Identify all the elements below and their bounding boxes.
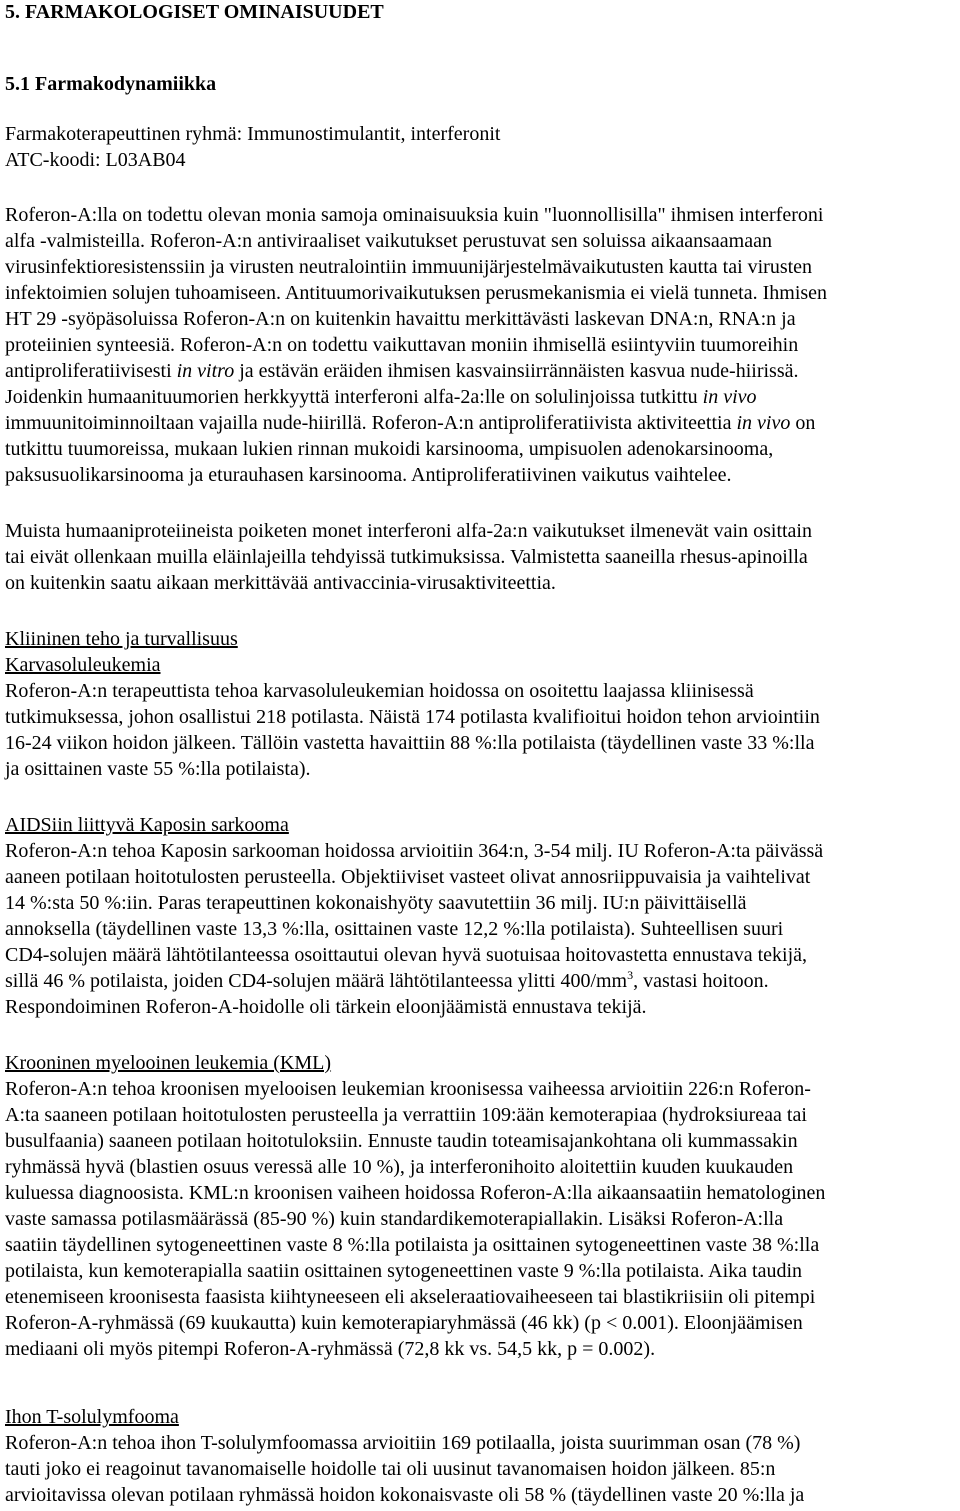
atc-code: ATC-koodi: L03AB04 xyxy=(5,149,186,171)
paragraph-line: virusinfektioresistenssiin ja virusten neutralointiin immuunijärjestelmävaikutusten kautta tai virusten xyxy=(5,256,813,278)
text-segment: antiproliferatiivisesti xyxy=(5,360,177,382)
paragraph-line: infektoimien solujen tuhoamiseen. Antituumorivaikutuksen perusmekanismia ei vielä tunneta. Ihmisen xyxy=(5,282,828,304)
subsection-title: 5.1 Farmakodynamiikka xyxy=(5,73,217,95)
paragraph-line: tutkittu tuumoreissa, mukaan lukien rinnan mukoidi karsinooma, umpisuolen adenokarsinooma, xyxy=(5,438,774,460)
paragraph-line: on kuitenkin saatu aikaan merkittävää antivaccinia-virusaktiviteettia. xyxy=(5,572,556,594)
italic-term: in vitro xyxy=(176,360,235,382)
paragraph-line: paksusuolikarsinooma ja eturauhasen karsinooma. Antiproliferatiivinen vaikutus vaihtelee. xyxy=(5,464,732,486)
paragraph-line: HT 29 -syöpäsoluissa Roferon-A:n on kuitenkin havaittu merkittävästi laskevan DNA:n, RNA:n ja xyxy=(5,308,796,330)
text-segment: , vastasi hoitoon. xyxy=(633,970,769,992)
paragraph-line: Roferon-A-ryhmässä (69 kuukautta) kuin kemoterapiaryhmässä (46 kk) (p < 0.001). Eloonjäämisen xyxy=(5,1312,803,1334)
paragraph-line: vaste samassa potilasmäärässä (85-90 %) kuin standardikemoterapiallakin. Lisäksi Roferon-A:lla xyxy=(5,1208,784,1230)
italic-term: in vivo xyxy=(736,412,791,434)
paragraph-line: A:ta saaneen potilaan hoitotulosten perusteella ja verrattiin 109:ään kemoterapiaa (hydroksiureaa tai xyxy=(5,1104,807,1126)
text-segment: on xyxy=(790,412,816,434)
paragraph-line: annoksella (täydellinen vaste 13,3 %:lla, osittainen vaste 12,2 %:lla potilaista). Suhteellisen suuri xyxy=(5,918,784,940)
superscript: 3 xyxy=(627,968,634,982)
paragraph-line: Roferon-A:n tehoa Kaposin sarkooman hoidossa arvioitiin 364:n, 3-54 milj. IU Roferon-A:ta päivässä xyxy=(5,840,824,862)
clinical-heading: Kliininen teho ja turvallisuus xyxy=(5,628,238,650)
section-title: 5. FARMAKOLOGISET OMINAISUUDET xyxy=(5,1,384,23)
cml-heading: Krooninen myelooinen leukemia (KML) xyxy=(5,1052,332,1074)
paragraph-line: CD4-solujen määrä lähtötilanteessa osoittautui olevan hyvä suotuisaa hoitovastetta ennustava tekijä, xyxy=(5,944,808,966)
pharmacotherapeutic-group: Farmakoterapeuttinen ryhmä: Immunostimulantit, interferonit xyxy=(5,123,501,145)
paragraph-line: Roferon-A:n tehoa kroonisen myelooisen leukemian kroonisessa vaiheessa arvioitiin 226:n Roferon- xyxy=(5,1078,811,1100)
paragraph-line: 16-24 viikon hoidon jälkeen. Tällöin vastetta havaittiin 88 %:lla potilaista (täydellinen vaste 33 %:lla xyxy=(5,732,815,754)
paragraph-line: tai eivät ollenkaan muilla eläinlajeilla tehdyissä tutkimuksissa. Valmistetta saaneilla rhesus-apinoilla xyxy=(5,546,808,568)
text-segment: sillä 46 % potilaista, joiden CD4-solujen määrä lähtötilanteessa ylitti 400/mm xyxy=(5,970,628,992)
text-segment: immuunitoiminnoiltaan vajailla nude-hiirillä. Roferon-A:n antiproliferatiivista aktiviteettia xyxy=(5,412,737,434)
paragraph-line: kuluessa diagnoosista. KML:n kroonisen vaiheen hoidossa Roferon-A:lla aikaansaatiin hematologinen xyxy=(5,1182,826,1204)
hairy-cell-heading: Karvasoluleukemia xyxy=(5,654,161,676)
paragraph-line: busulfaania) saaneen potilaan hoitotuloksiin. Ennuste taudin toteamisajankohtana oli kummassakin xyxy=(5,1130,798,1152)
paragraph-line: etenemiseen kroonisesta faasista kiihtyneeseen eli akseleraatiovaiheeseen tai blastikriisiin oli pitempi xyxy=(5,1286,816,1308)
paragraph-line: ryhmässä hyvä (blastien osuus veressä alle 10 %), ja interferonihoito aloitettiin kuuden kuukauden xyxy=(5,1156,794,1178)
text-segment: ja estävän eräiden ihmisen kasvainsiirrännäisten kasvua nude-hiirissä. xyxy=(234,360,799,382)
paragraph-line: arvioitavissa olevan potilaan ryhmässä hoidon kokonaisvaste oli 58 % (täydellinen vaste 20 %:lla ja xyxy=(5,1484,805,1506)
paragraph-line: Respondoiminen Roferon-A-hoidolle oli tärkein eloonjäämistä ennustava tekijä. xyxy=(5,996,647,1018)
italic-term: in vivo xyxy=(702,386,757,408)
paragraph-line: alfa -valmisteilla. Roferon-A:n antiviraaliset vaikutukset perustuvat sen soluissa aikaansaamaan xyxy=(5,230,772,252)
paragraph-line: Roferon-A:lla on todettu olevan monia samoja ominaisuuksia kuin "luonnollisilla" ihmisen interferoni xyxy=(5,204,824,226)
paragraph-line: aaneen potilaan hoitotulosten perusteella. Objektiiviset vasteet olivat annosriippuvaisia ja vaihtelivat xyxy=(5,866,811,888)
paragraph-line: ja osittainen vaste 55 %:lla potilaista). xyxy=(5,758,311,780)
paragraph-line: proteiinien synteesiä. Roferon-A:n on todettu vaikuttavan moniin ihmisellä esiintyviin tuumoreihin xyxy=(5,334,799,356)
text-segment: Joidenkin humaanituumorien herkkyyttä interferoni alfa-2a:lle on solulinjoissa tutkittu xyxy=(5,386,703,408)
paragraph-line xyxy=(5,968,769,994)
paragraph-line: Roferon-A:n tehoa ihon T-solulymfoomassa arvioitiin 169 potilaalla, joista suurimman osan (78 %) xyxy=(5,1432,801,1454)
paragraph-line: tutkimuksessa, johon osallistui 218 potilasta. Näistä 174 potilasta kvalifioitui hoidon tehon arviointiin xyxy=(5,706,820,728)
kaposi-heading: AIDSiin liittyvä Kaposin sarkooma xyxy=(5,814,289,836)
paragraph-line: tauti joko ei reagoinut tavanomaiselle hoidolle tai oli uusinut tavanomaisen hoidon jälkeen. 85:n xyxy=(5,1458,776,1480)
paragraph-line xyxy=(5,358,799,384)
paragraph-line xyxy=(5,410,815,436)
paragraph-line: Muista humaaniproteiineista poiketen monet interferoni alfa-2a:n vaikutukset ilmenevät vain osittain xyxy=(5,520,812,542)
paragraph-line xyxy=(5,384,757,410)
paragraph-line: 14 %:sta 50 %:iin. Paras terapeuttinen kokonaishyöty saavutettiin 36 milj. IU:n päivittäisellä xyxy=(5,892,747,914)
ctcl-heading: Ihon T-solulymfooma xyxy=(5,1406,179,1428)
paragraph-line: saatiin täydellinen sytogeneettinen vaste 8 %:lla potilaista ja osittainen sytogeneettinen vaste 38 %:lla xyxy=(5,1234,820,1256)
paragraph-line: Roferon-A:n terapeuttista tehoa karvasoluleukemian hoidossa on osoitettu laajassa kliinisessä xyxy=(5,680,754,702)
paragraph-line: mediaani oli myös pitempi Roferon-A-ryhmässä (72,8 kk vs. 54,5 kk, p = 0.002). xyxy=(5,1338,656,1360)
paragraph-line: potilaista, kun kemoterapialla saatiin osittainen sytogeneettinen vaste 9 %:lla potilaista. Aika taudin xyxy=(5,1260,803,1282)
